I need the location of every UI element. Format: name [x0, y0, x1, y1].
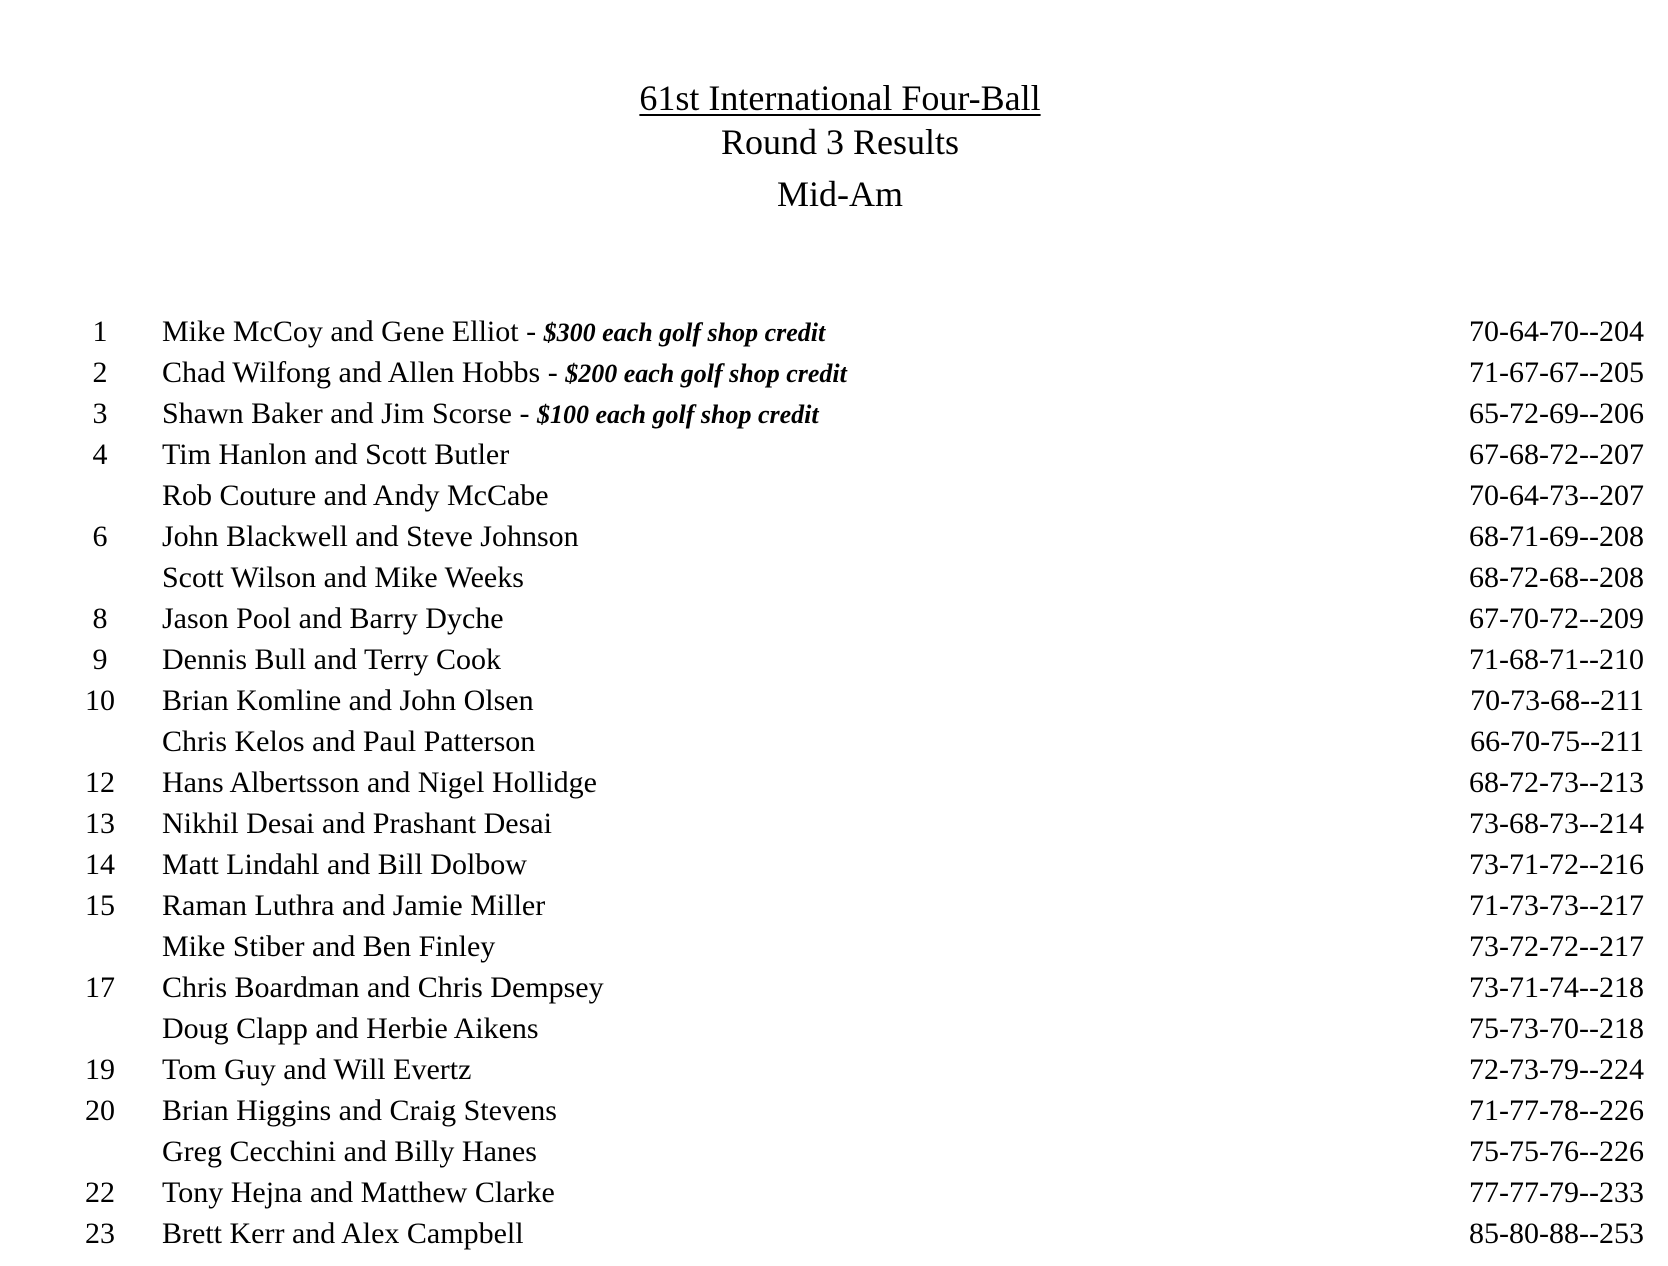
prize-separator: -: [540, 356, 566, 389]
results-list: [0, 311, 1668, 1254]
result-row: [0, 1172, 1668, 1213]
team-names: John Blackwell and Steve Johnson: [162, 520, 579, 553]
team-names: Brian Higgins and Craig Stevens: [162, 1094, 557, 1127]
prize-note: $100 each golf shop credit: [536, 400, 819, 429]
team-cell: [162, 803, 552, 844]
result-row: [0, 1049, 1668, 1090]
score-total: 67-68-72--207: [1469, 438, 1644, 471]
score-total: 71-77-78--226: [1469, 1094, 1644, 1127]
result-row: [0, 475, 1668, 516]
team-cell: [162, 475, 549, 516]
document-title: 61st International Four-Ball: [639, 78, 1041, 118]
result-row: [0, 1008, 1668, 1049]
result-row: [0, 516, 1668, 557]
team-names: Raman Luthra and Jamie Miller: [162, 889, 546, 922]
prize-separator: -: [511, 397, 537, 430]
position-number: 15: [85, 889, 115, 922]
team-cell: [162, 311, 825, 353]
team-names: Tom Guy and Will Evertz: [162, 1053, 472, 1086]
result-row: [0, 1090, 1668, 1131]
score-total: 73-68-73--214: [1469, 807, 1644, 840]
team-names: Chris Boardman and Chris Dempsey: [162, 971, 604, 1004]
result-row: [0, 721, 1668, 762]
team-names: Brian Komline and John Olsen: [162, 684, 534, 717]
score-total: 73-72-72--217: [1469, 930, 1644, 963]
team-cell: [162, 721, 535, 762]
team-cell: [162, 352, 847, 394]
team-names: Tony Hejna and Matthew Clarke: [162, 1176, 555, 1209]
position-number: 6: [92, 520, 108, 553]
team-cell: [162, 393, 819, 435]
position-number: 23: [85, 1217, 115, 1250]
team-names: Hans Albertsson and Nigel Hollidge: [162, 766, 597, 799]
team-cell: [162, 598, 504, 639]
result-row: [0, 311, 1668, 352]
result-row: [0, 434, 1668, 475]
result-row: [0, 393, 1668, 434]
score-total: 75-73-70--218: [1469, 1012, 1644, 1045]
team-names: Matt Lindahl and Bill Dolbow: [162, 848, 527, 881]
score-total: 66-70-75--211: [1470, 725, 1644, 758]
result-row: [0, 680, 1668, 721]
result-row: [0, 967, 1668, 1008]
score-total: 73-71-72--216: [1469, 848, 1644, 881]
result-row: [0, 598, 1668, 639]
team-names: Shawn Baker and Jim Scorse: [162, 397, 512, 430]
position-number: 17: [85, 971, 115, 1004]
position-number: 10: [85, 684, 115, 717]
team-cell: [162, 1131, 537, 1172]
team-cell: [162, 557, 524, 598]
result-row: [0, 762, 1668, 803]
team-cell: [162, 1213, 524, 1254]
score-total: 85-80-88--253: [1469, 1217, 1644, 1250]
result-row: [0, 1131, 1668, 1172]
team-names: Dennis Bull and Terry Cook: [162, 643, 501, 676]
division-label: Mid-Am: [777, 174, 903, 214]
team-names: Chris Kelos and Paul Patterson: [162, 725, 536, 758]
team-names: Nikhil Desai and Prashant Desai: [162, 807, 552, 840]
team-names: Scott Wilson and Mike Weeks: [162, 561, 524, 594]
position-number: 1: [92, 315, 108, 348]
document-subtitle: Round 3 Results: [720, 122, 960, 162]
team-names: Chad Wilfong and Allen Hobbs: [162, 356, 541, 389]
score-total: 73-71-74--218: [1469, 971, 1644, 1004]
team-cell: [162, 1090, 557, 1131]
score-total: 71-67-67--205: [1469, 356, 1644, 389]
team-names: Brett Kerr and Alex Campbell: [162, 1217, 524, 1250]
team-cell: [162, 680, 534, 721]
position-number: 12: [85, 766, 115, 799]
position-number: 14: [85, 848, 115, 881]
score-total: 71-73-73--217: [1469, 889, 1644, 922]
team-names: Greg Cecchini and Billy Hanes: [162, 1135, 537, 1168]
result-row: [0, 352, 1668, 393]
team-cell: [162, 639, 501, 680]
team-cell: [162, 1008, 539, 1049]
team-names: Jason Pool and Barry Dyche: [162, 602, 504, 635]
score-total: 75-75-76--226: [1469, 1135, 1644, 1168]
position-number: 2: [92, 356, 108, 389]
score-total: 72-73-79--224: [1469, 1053, 1644, 1086]
team-cell: [162, 1049, 471, 1090]
score-total: 70-64-70--204: [1469, 315, 1644, 348]
team-names: Tim Hanlon and Scott Butler: [162, 438, 510, 471]
team-cell: [162, 434, 509, 475]
result-row: [0, 885, 1668, 926]
result-row: [0, 803, 1668, 844]
result-row: [0, 1213, 1668, 1254]
score-total: 68-72-73--213: [1469, 766, 1644, 799]
prize-note: $300 each golf shop credit: [543, 318, 826, 347]
team-names: Doug Clapp and Herbie Aikens: [162, 1012, 539, 1045]
position-number: 20: [85, 1094, 115, 1127]
team-cell: [162, 885, 545, 926]
team-cell: [162, 1172, 555, 1213]
team-cell: [162, 516, 579, 557]
document-header: [0, 76, 1668, 216]
score-total: 70-64-73--207: [1469, 479, 1644, 512]
team-cell: [162, 844, 527, 885]
prize-note: $200 each golf shop credit: [565, 359, 847, 388]
position-number: 3: [92, 397, 108, 430]
result-row: [0, 639, 1668, 680]
prize-separator: -: [518, 315, 544, 348]
score-total: 67-70-72--209: [1469, 602, 1644, 635]
team-names: Rob Couture and Andy McCabe: [162, 479, 549, 512]
position-number: 9: [92, 643, 108, 676]
team-names: Mike Stiber and Ben Finley: [162, 930, 496, 963]
score-total: 68-72-68--208: [1469, 561, 1644, 594]
team-names: Mike McCoy and Gene Elliot: [162, 315, 519, 348]
team-cell: [162, 926, 495, 967]
position-number: 13: [85, 807, 115, 840]
score-total: 65-72-69--206: [1469, 397, 1644, 430]
score-total: 71-68-71--210: [1469, 643, 1644, 676]
position-number: 19: [85, 1053, 115, 1086]
result-row: [0, 844, 1668, 885]
team-cell: [162, 762, 597, 803]
position-number: 4: [92, 438, 108, 471]
position-number: 8: [92, 602, 108, 635]
score-total: 70-73-68--211: [1470, 684, 1644, 717]
result-row: [0, 926, 1668, 967]
score-total: 68-71-69--208: [1469, 520, 1644, 553]
score-total: 77-77-79--233: [1469, 1176, 1644, 1209]
position-number: 22: [85, 1176, 115, 1209]
result-row: [0, 557, 1668, 598]
team-cell: [162, 967, 604, 1008]
